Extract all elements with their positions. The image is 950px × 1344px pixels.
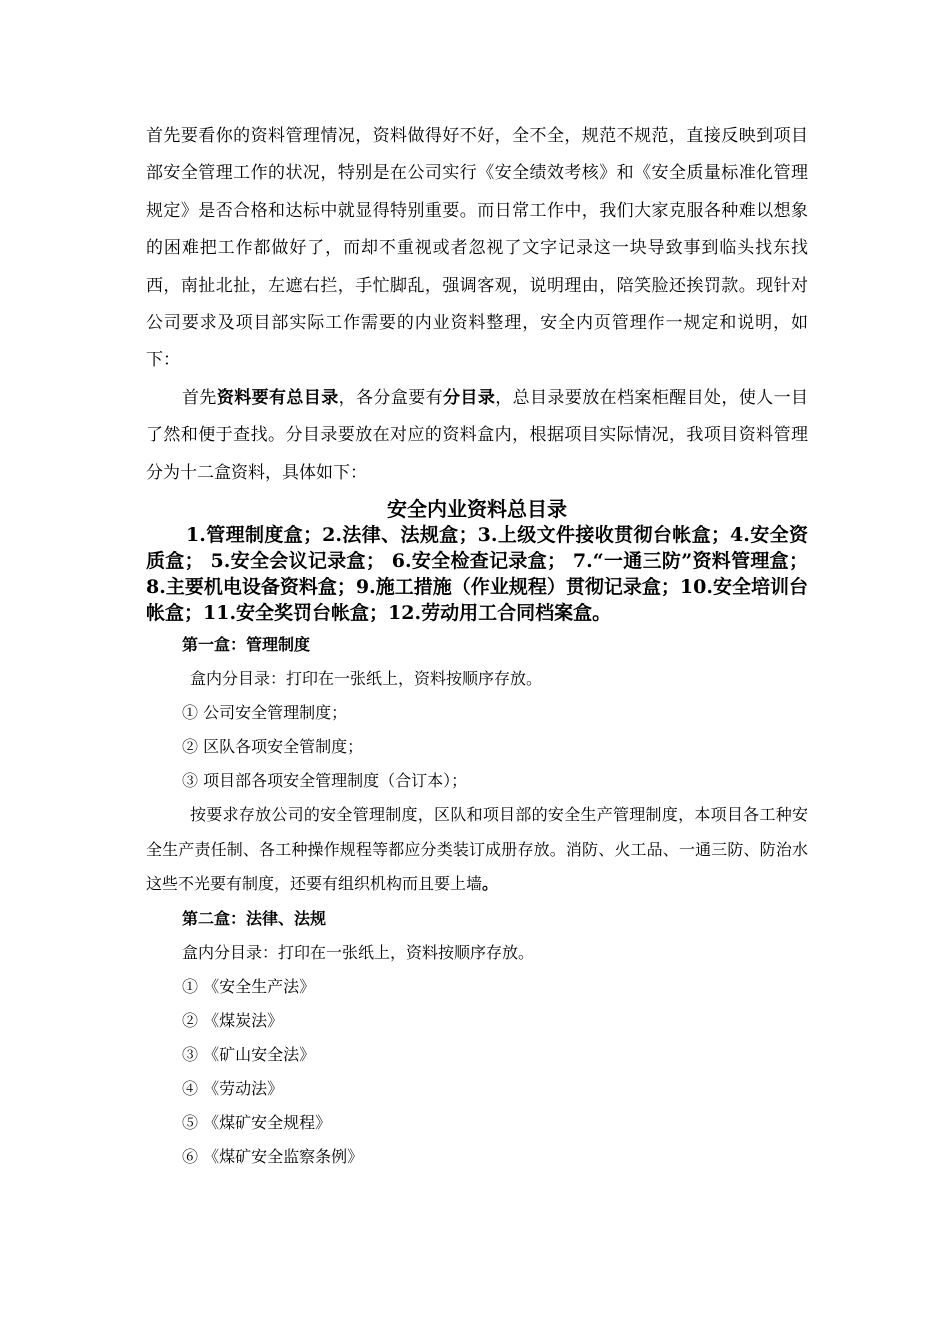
box2-item-6: ⑥ 《煤矿安全监察条例》 — [182, 1146, 364, 1166]
toc-title: 安全内业资料总目录 — [387, 497, 567, 522]
box1-section — [146, 628, 808, 902]
box1-note — [146, 798, 808, 902]
box1-note-end: 。 — [482, 874, 499, 894]
box1-item-3: ③ 项目部各项安全管理制度（合订本）； — [182, 771, 468, 791]
document-content — [146, 118, 808, 1174]
box2-item-2: ② 《煤炭法》 — [182, 1010, 284, 1030]
box2-item-1: ① 《安全生产法》 — [182, 976, 316, 996]
toc-body: 1.管理制度盒；2.法律、法规盒；3.上级文件接收贯彻台帐盒；4.安全资质盒； 5.安全会议记录盒； 6.安全检查记录盒； 7.“一通三防”资料管理盒；8.主要机电设备资料盒；9.施工措施（作业规程）贯彻记录盒；10.安全培训台帐盒；11.安全奖罚台帐盒；12.劳动用工合同档案盒。 — [146, 524, 808, 625]
intro-p2-text-a: 首先 — [182, 387, 217, 408]
intro-p2-bold-b: 分目录 — [443, 387, 496, 408]
box2-item-5: ⑤ 《煤矿安全规程》 — [182, 1112, 332, 1132]
box1-note-text: 按要求存放公司的安全管理制度，区队和项目部的安全生产管理制度，本项目各工种安全生产责任制、各工种操作规程等都应分类装订成册存放。消防、火工品、一通三防、防治水这些不光要有制度，还要有组织机构而且要上墙 — [146, 805, 808, 894]
intro-paragraph-2 — [146, 380, 808, 492]
intro-paragraph-1: 首先要看你的资料管理情况，资料做得好不好，全不全，规范不规范，直接反映到项目部安全管理工作的状况，特别是在公司实行《安全绩效考核》和《安全质量标准化管理规定》是否合格和达标中就显得特别重要。而日常工作中，我们大家克服各种难以想象的困难把工作都做好了，而却不重视或者忽视了文字记录这一块导致事到临头找东找西，南扯北扯，左遮右拦，手忙脚乱，强调客观，说明理由，陪笑脸还挨罚款。现针对公司要求及项目部实际工作需要的内业资料整理，安全内页管理作一规定和说明，如下： — [146, 126, 808, 371]
box1-item-2: ② 区队各项安全管制度； — [182, 737, 364, 757]
box2-subtitle: 盒内分目录：打印在一张纸上，资料按顺序存放。 — [182, 942, 535, 962]
intro-p2-text-c: ，总目录要放在档案柜醒目处，使人一目了然和便于查找。分目录要放在对应的资料盒内，根据项目实际情况，我项目资料管理分为十二盒资料，具体如下： — [146, 387, 809, 483]
box2-section — [146, 902, 808, 1174]
box1-subtitle: 盒内分目录：打印在一张纸上，资料按顺序存放。 — [190, 669, 543, 689]
intro-p2-bold-a: 资料要有总目录 — [216, 387, 339, 408]
intro-p2-text-b: ，各分盒要有 — [338, 387, 444, 408]
box1-item-1: ① 公司安全管理制度； — [182, 703, 348, 723]
intro-section — [146, 118, 808, 492]
box2-item-4: ④ 《劳动法》 — [182, 1078, 284, 1098]
box2-item-3: ③ 《矿山安全法》 — [182, 1044, 316, 1064]
box1-heading: 第一盒：管理制度 — [182, 635, 311, 655]
box2-heading: 第二盒：法律、法规 — [182, 908, 327, 928]
